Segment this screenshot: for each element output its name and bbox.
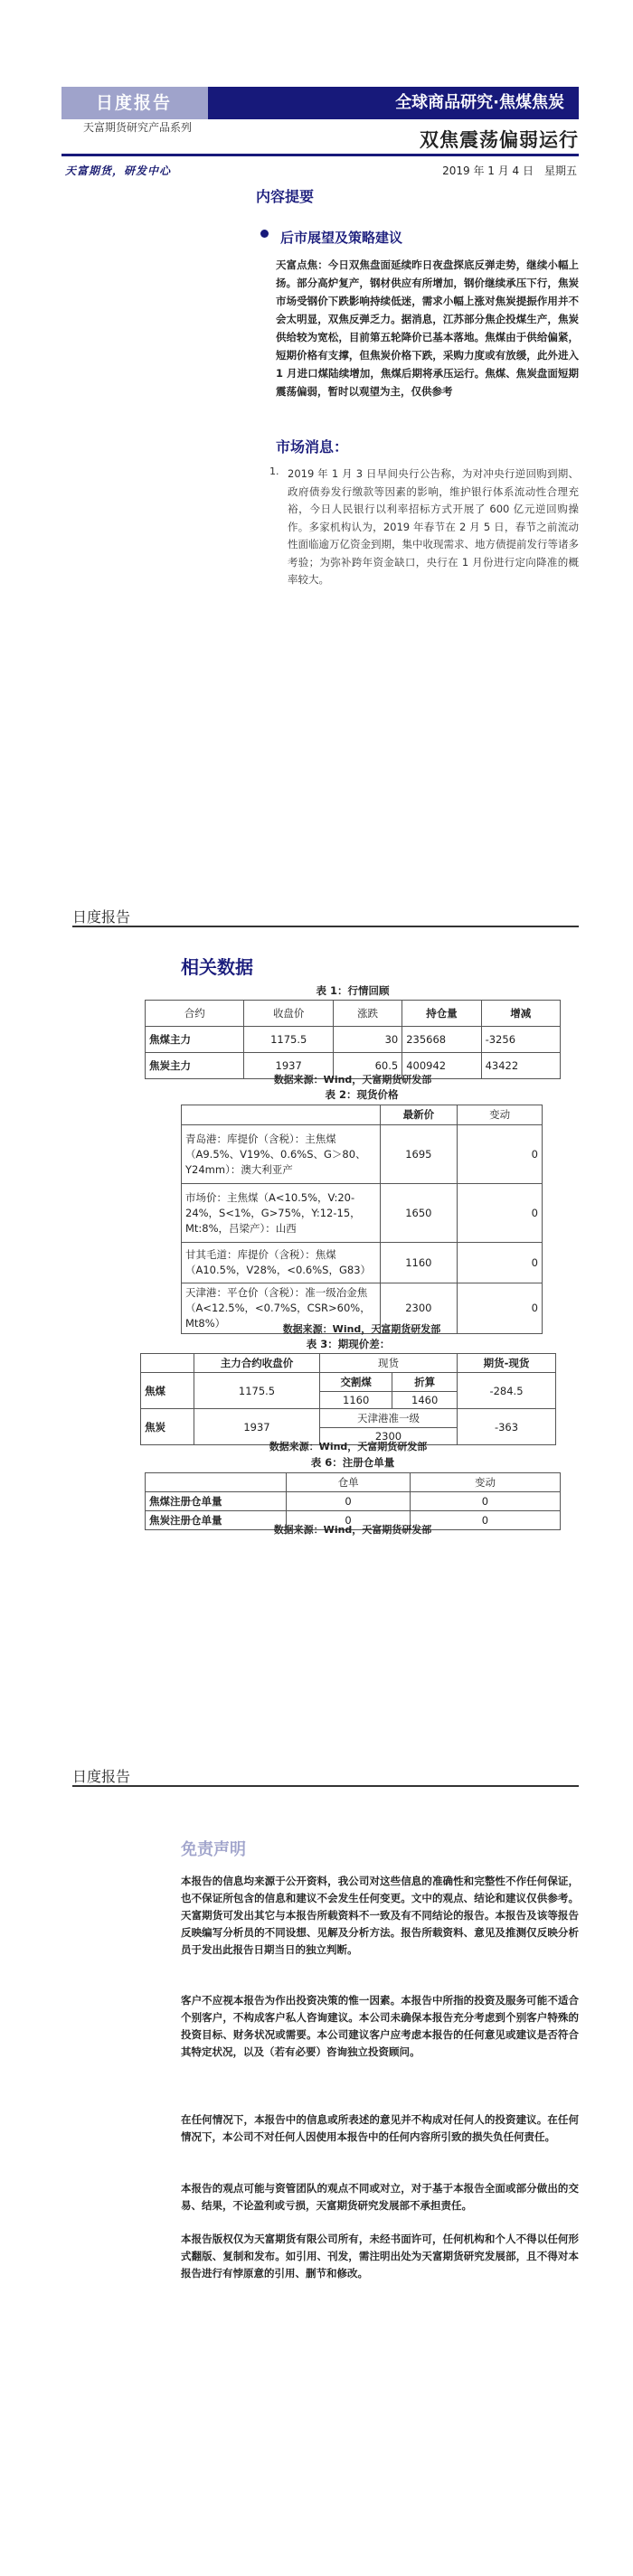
page2-header-divider (72, 926, 579, 927)
table2-caption: 表 2：现货价格 (325, 1088, 399, 1101)
table-cell: 焦炭 (141, 1409, 194, 1445)
table-row (182, 1125, 543, 1184)
report-date: 2019 年 1 月 4 日 星期五 (442, 165, 577, 177)
table-cell: 1160 (380, 1243, 458, 1283)
table-cell: 43422 (481, 1053, 560, 1079)
table-cell: 30 (333, 1027, 402, 1053)
disclaimer-paragraph: 本报告版权仅为天富期货有限公司所有，未经书面许可，任何机构和个人不得以任何形式翻版、复制和发布。如引用、刊发，需注明出处为天富期货研究发展部，且不得对本报告进行有悖原意的引用、删节和修改。 (181, 2233, 579, 2280)
table-cell: 0 (458, 1283, 543, 1334)
col-header: 变动 (458, 1105, 543, 1125)
table3-source: 数据来源：Wind，天富期货研发部 (269, 1441, 428, 1453)
table3-caption: 表 3：期现价差： (306, 1338, 391, 1350)
table1-caption: 表 1：行情回顾 (316, 984, 390, 997)
col-header: 现货 (320, 1354, 458, 1373)
news-text: 2019 年 1 月 3 日早间央行公告称，为对冲央行逆回购到期、政府债券发行缴款等因素的影响，维护银行体系流动性合理充裕，今日人民银行以利率招标方式开展了 600 亿元逆回购操作。多家机构认为，2019 年春节在 2 月 5 日，春节之前流动性面临逾万亿资金到期，集中收现需求、地方债提前发行等诸多考验；为弥补跨年资金缺口，央行在 1 月份进行定向降准的概率较大。 (288, 467, 579, 586)
brand-logo-text: 天富期货，研发中心 (65, 165, 172, 177)
table-cell: 0 (458, 1243, 543, 1283)
report-title: 双焦震荡偏弱运行 (420, 129, 579, 151)
table-cell: 市场价：主焦煤（A<10.5%，V:20-24%，S<1%，G>75%，Y:12-15，Mt:8%，吕梁产）：山西 (182, 1184, 381, 1243)
table-cell: 交割煤 (320, 1373, 392, 1392)
table-cell: 焦煤主力 (146, 1027, 244, 1053)
table-cell: 焦炭主力 (146, 1053, 244, 1079)
bullet-icon (260, 230, 269, 238)
col-header: 合约 (146, 1001, 244, 1027)
table-cell: 1175.5 (194, 1373, 320, 1409)
col-header: 期货-现货 (458, 1354, 556, 1373)
table-cell: -3256 (481, 1027, 560, 1053)
table-cell: 1160 (320, 1392, 392, 1409)
table-cell: 1460 (392, 1392, 458, 1409)
table6-source: 数据来源：Wind，天富期货研发部 (273, 1524, 432, 1536)
table-cell: -363 (458, 1409, 556, 1445)
table1-source: 数据来源：Wind，天富期货研发部 (273, 1074, 432, 1086)
disclaimer-paragraph: 本报告的观点可能与资管团队的观点不同或对立，对于基于本报告全面或部分做出的交易、结果，不论盈利或亏损，天富期货研究发展部不承担责任。 (181, 2182, 579, 2212)
table-row (141, 1409, 556, 1428)
report-type-label: 日度报告 (96, 93, 173, 113)
table-row (182, 1243, 543, 1283)
disclaimer-paragraph: 客户不应视本报告为作出投资决策的惟一因素。本报告中所指的投资及服务可能不适合个别客户，不构成客户私人咨询建议。本公司未确保本报告充分考虑到个别客户特殊的投资目标、财务状况或需要。本公司建议客户应考虑本报告的任何意见或建议是否符合其特定状况，以及（若有必要）咨询独立投资顾问。 (181, 1994, 579, 2058)
table-cell: 235668 (402, 1027, 481, 1053)
table-cell: 400942 (402, 1053, 481, 1079)
table-cell: 2300 (380, 1283, 458, 1334)
market-heading: 市场消息： (276, 438, 349, 456)
table-cell: 0 (410, 1492, 560, 1511)
header-divider (61, 154, 579, 156)
table-cell: -284.5 (458, 1373, 556, 1409)
table-cell: 0 (458, 1184, 543, 1243)
col-header: 变动 (410, 1473, 560, 1492)
table-row (146, 1492, 561, 1511)
research-banner (208, 87, 579, 119)
table-cell: 0 (287, 1511, 411, 1530)
page3-header: 日度报告 (72, 1768, 131, 1785)
table-cell: 甘其毛道：库提价（含税）：焦煤（A10.5%，V28%，<0.6%S，G83） (182, 1243, 381, 1283)
table-cell: 1650 (380, 1184, 458, 1243)
table-header-row (141, 1354, 556, 1373)
strategy-text: 天富点焦：今日双焦盘面延续昨日夜盘探底反弹走势，继续小幅上扬。部分高炉复产，钢材供应有所增加，钢价继续承压下行，焦炭市场受钢价下跌影响持续低迷，需求小幅上涨对焦炭提振作用并不会太明显，双焦反弹乏力。据消息，江苏部分焦企投煤生产，焦炭供给较为宽松，目前第五轮降价已基本落地。焦煤由于供给偏紧，短期价格有支撑，但焦炭价格下跌，采购力度或有放缓，此外进入 1 月进口煤陆续增加，焦煤后期将承压运行。焦煤、焦炭盘面短期震荡偏弱，暂时以观望为主，仅供参考 (276, 259, 579, 398)
table-cell: 天津港：平仓价（含税）：准一级冶金焦（A<12.5%，<0.7%S，CSR>60%，Mt8%） (182, 1283, 381, 1334)
summary-title: 内容提要 (256, 188, 315, 205)
table-cell: 2300 (320, 1428, 458, 1445)
col-header: 主力合约收盘价 (194, 1354, 320, 1373)
table6-caption: 表 6：注册仓单量 (310, 1456, 395, 1469)
table-cell: 焦煤注册仓单量 (146, 1492, 287, 1511)
table-row (141, 1373, 556, 1392)
table-cell: 1937 (194, 1409, 320, 1445)
table-cell: 1175.5 (244, 1027, 333, 1053)
col-header: 最新价 (380, 1105, 458, 1125)
col-header (141, 1354, 194, 1373)
col-header (146, 1473, 287, 1492)
table-header-row (182, 1105, 543, 1125)
data-section-title: 相关数据 (181, 956, 253, 978)
research-label: 全球商品研究·焦煤焦炭 (395, 93, 564, 112)
series-label: 天富期货研究产品系列 (83, 121, 193, 134)
table-cell: 60.5 (333, 1053, 402, 1079)
col-header: 仓单 (287, 1473, 411, 1492)
table-cell: 0 (410, 1511, 560, 1530)
col-header: 增减 (481, 1001, 560, 1027)
market-review-table (145, 1000, 561, 1079)
col-header: 涨跌 (333, 1001, 402, 1027)
page3-header-divider (72, 1785, 579, 1787)
report-type-banner (61, 87, 208, 119)
col-header: 持仓量 (402, 1001, 481, 1027)
table-row (182, 1184, 543, 1243)
table-cell: 焦炭注册仓单量 (146, 1511, 287, 1530)
table-cell: 0 (458, 1125, 543, 1184)
disclaimer-paragraph: 在任何情况下，本报告中的信息或所表述的意见并不构成对任何人的投资建议。在任何情况下，本公司不对任何人因使用本报告中的任何内容所引致的损失负任何责任。 (181, 2113, 579, 2143)
col-header: 收盘价 (244, 1001, 333, 1027)
table-header-row (146, 1473, 561, 1492)
table-cell: 青岛港：库提价（含税）：主焦煤（A9.5%、V19%、0.6%S、G＞80、Y24mm）：澳大利亚产 (182, 1125, 381, 1184)
page2-header: 日度报告 (72, 908, 131, 926)
spot-price-table (181, 1105, 543, 1334)
col-header (182, 1105, 381, 1125)
table-row (146, 1027, 561, 1053)
table-cell: 0 (287, 1492, 411, 1511)
table-cell: 天津港准一级 (320, 1409, 458, 1428)
table-header-row (146, 1001, 561, 1027)
table-cell: 焦煤 (141, 1373, 194, 1409)
news-number: 1. (269, 465, 279, 477)
disclaimer-heading: 免责声明 (181, 1840, 246, 1859)
table-cell: 1695 (380, 1125, 458, 1184)
strategy-heading: 后市展望及策略建议 (280, 230, 403, 246)
table-cell: 折算 (392, 1373, 458, 1392)
table2-source: 数据来源：Wind，天富期货研发部 (282, 1323, 441, 1335)
table-cell: 1937 (244, 1053, 333, 1079)
basis-table (140, 1353, 556, 1445)
disclaimer-paragraph: 本报告的信息均来源于公开资料，我公司对这些信息的准确性和完整性不作任何保证，也不保证所包含的信息和建议不会发生任何变更。文中的观点、结论和建议仅供参考。天富期货可发出其它与本报告所载资料不一致及有不同结论的报告。本报告及该等报告反映编写分析员的不同设想、见解及分析方法。报告所载资料、意见及推测仅反映分析员于发出此报告日期当日的独立判断。 (181, 1875, 579, 1956)
